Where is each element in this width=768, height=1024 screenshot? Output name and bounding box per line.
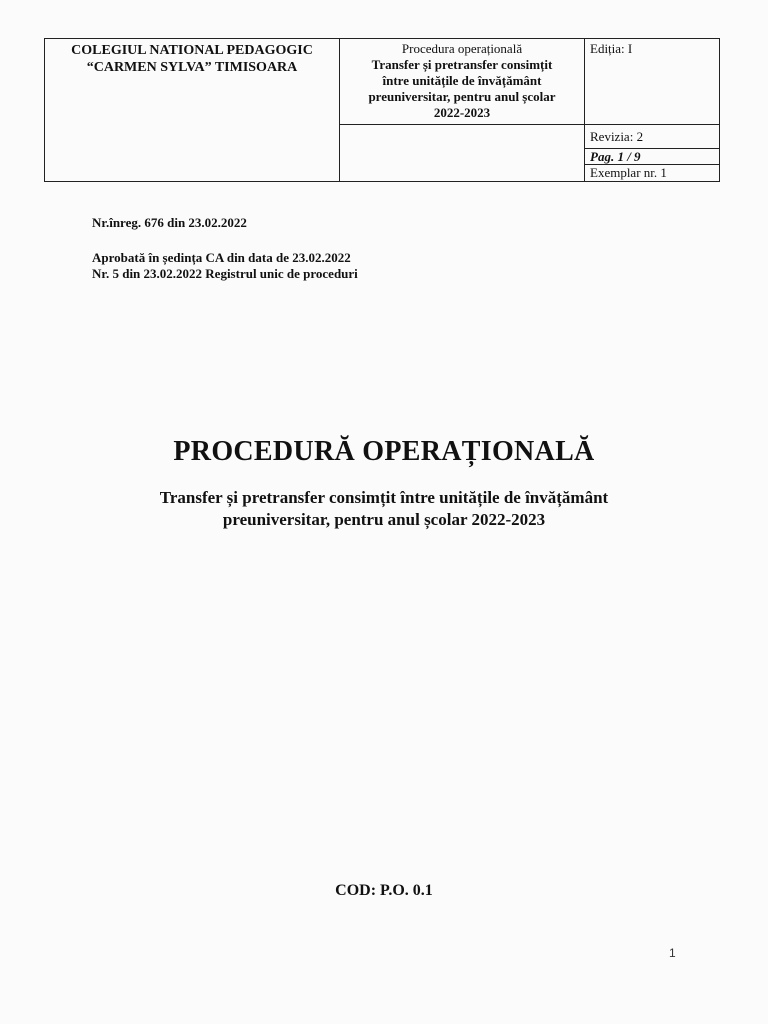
- revision-field: Revizia: 2: [585, 125, 719, 149]
- edition-field: Ediția: I: [585, 39, 719, 125]
- meta-cell: [585, 39, 719, 181]
- approval-line: Aprobată în ședința CA din data de 23.02.2022: [92, 250, 351, 265]
- procedure-cell: [340, 39, 585, 181]
- institution-name: COLEGIUL NATIONAL PEDAGOGIC: [71, 43, 313, 58]
- registry-line: Nr. 5 din 23.02.2022 Registrul unic de proceduri: [92, 266, 358, 281]
- institution-city: “CARMEN SYLVA” TIMISOARA: [86, 60, 298, 75]
- copy-field: Exemplar nr. 1: [590, 165, 667, 180]
- procedure-title-cell: [340, 39, 584, 125]
- procedure-title-line: 2022-2023: [433, 105, 491, 120]
- procedure-code: COD: P.O. 0.1: [335, 882, 433, 899]
- document-title: PROCEDURĂ OPERAȚIONALĂ: [173, 436, 595, 467]
- approval-block: [92, 250, 358, 282]
- procedure-title-line: între unitățile de învățământ: [382, 73, 542, 88]
- page-number: 1: [669, 946, 676, 960]
- page-field: Pag. 1 / 9: [585, 149, 719, 165]
- subtitle-line: preuniversitar, pentru anul școlar 2022-2023: [222, 510, 546, 529]
- registration-number: Nr.înreg. 676 din 23.02.2022: [92, 215, 247, 230]
- institution-cell: [45, 39, 340, 181]
- procedure-title-line: preuniversitar, pentru anul școlar: [368, 89, 556, 104]
- subtitle-line: Transfer și pretransfer consimțit între unitățile de învățământ: [159, 488, 609, 507]
- procedure-title-line: Transfer și pretransfer consimțit: [371, 57, 553, 72]
- document-subtitle: [0, 487, 768, 531]
- header-table: [44, 38, 720, 182]
- procedure-label: Procedura operațională: [401, 41, 523, 56]
